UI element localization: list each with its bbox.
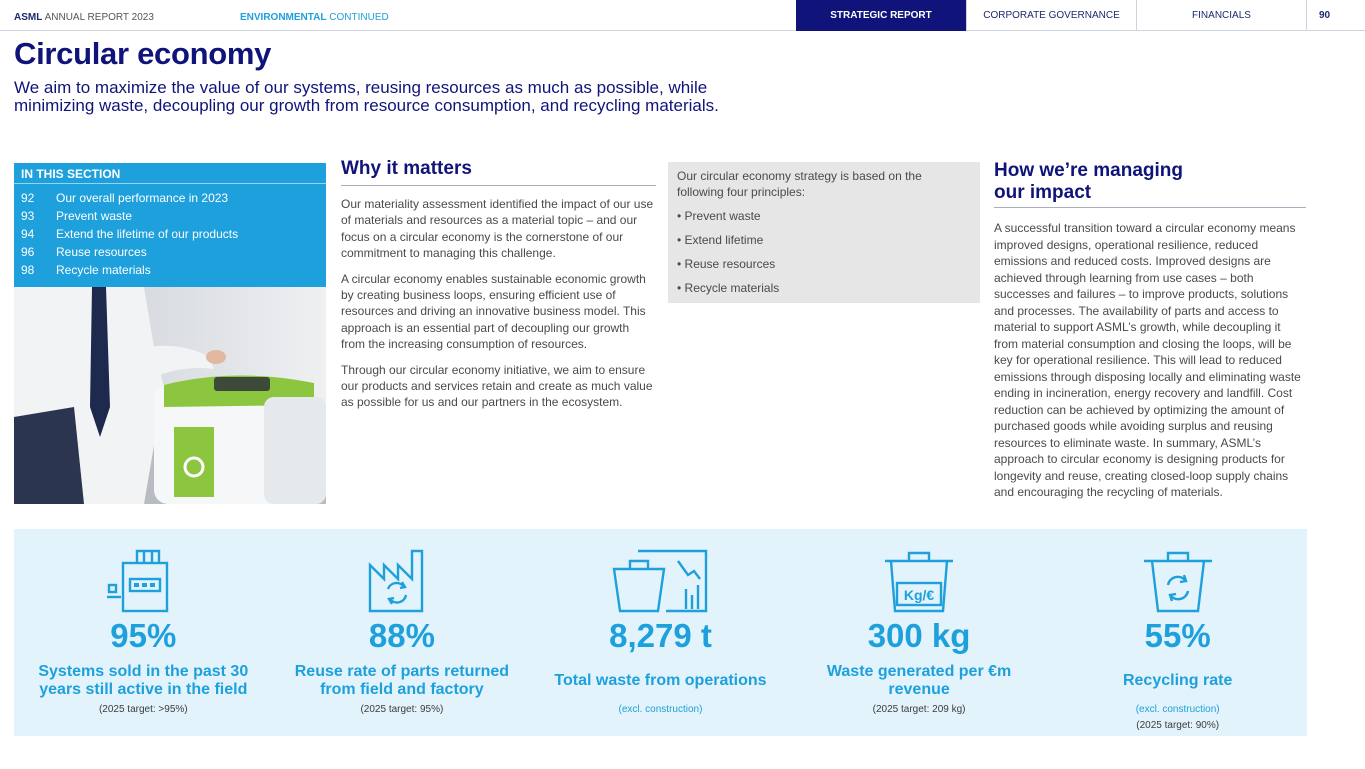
toc-label: Prevent waste	[56, 209, 133, 223]
kpi-band	[14, 529, 1307, 736]
toc-item[interactable]	[21, 261, 319, 279]
kpi-label: Reuse rate of parts returned from field and factory	[294, 663, 510, 698]
report-nav	[796, 0, 1342, 31]
section-name: ENVIRONMENTAL	[240, 12, 327, 23]
tab-strategic-report[interactable]: STRATEGIC REPORT	[796, 0, 966, 31]
page-title: Circular economy	[14, 36, 272, 71]
principle-item: • Extend lifetime	[677, 232, 971, 248]
kpi-recycling-rate	[1048, 529, 1307, 736]
toc-label: Extend the lifetime of our products	[56, 227, 239, 241]
toc-label: Recycle materials	[56, 263, 151, 277]
recycling-bin-photo	[14, 287, 326, 504]
kpi-value: 300 kg	[867, 617, 971, 654]
photo-illustration	[14, 287, 326, 504]
waste-chart-icon	[610, 547, 710, 615]
why-it-matters	[341, 158, 656, 420]
principles-list	[677, 208, 971, 296]
report-name: ANNUAL REPORT 2023	[44, 12, 154, 23]
section-continued: CONTINUED	[329, 12, 389, 23]
kpi-target: (2025 target: 95%)	[360, 704, 444, 715]
kpi-target: (2025 target: 209 kg)	[872, 704, 966, 715]
managing-heading	[994, 160, 1306, 208]
principles-box	[668, 162, 980, 303]
managing-heading-line2: our impact	[994, 182, 1092, 203]
recycle-bin-icon	[1140, 547, 1216, 615]
toc-heading: IN THIS SECTION	[14, 163, 326, 184]
why-paragraph: A circular economy enables sustainable economic growth by creating business loops, ensuring efficient use of resources and driving an innovative business model. This approach is an essential part of decoupling our growth from the increasing consumption of resources.	[341, 271, 646, 352]
kpi-systems-active	[14, 529, 273, 736]
kpi-target: (2025 target: 90%)	[1136, 720, 1220, 731]
in-this-section	[14, 163, 326, 287]
page-number: 90	[1306, 0, 1342, 31]
principle-item: • Reuse resources	[677, 256, 971, 272]
why-paragraph: Through our circular economy initiative, we aim to ensure our products and services retain and create as much value as possible for us and our partners in the ecosystem.	[341, 362, 653, 410]
kpi-value: 8,279 t	[609, 617, 712, 654]
toc-page: 94	[21, 227, 35, 241]
kpi-label: Systems sold in the past 30 years still active in the field	[38, 663, 249, 698]
principle-item: • Recycle materials	[677, 280, 971, 296]
kpi-value: 55%	[1144, 617, 1211, 654]
why-heading: Why it matters	[341, 158, 656, 186]
kpi-target: (2025 target: >95%)	[98, 704, 188, 715]
brand-name: ASML	[14, 12, 43, 23]
kpi-value: 95%	[110, 617, 177, 654]
section-breadcrumb[interactable]	[240, 12, 389, 23]
kg-per-euro-text: Kg/€	[903, 587, 935, 603]
kpi-reuse-rate	[273, 529, 532, 736]
intro-text: We aim to maximize the value of our systems, reusing resources as much as possible, while minimizing waste, decoupling our growth from resource consumption, and recycling materials.	[14, 78, 719, 115]
toc-label: Reuse resources	[56, 245, 147, 259]
why-paragraph: Our materiality assessment identified the impact of our use of materials and resources as a material topic – and our focus on a circular economy is the cornerstone of our commitment to managing this challenge.	[341, 197, 654, 261]
toc-page: 93	[21, 209, 35, 223]
toc-item[interactable]	[21, 207, 319, 225]
toc-item[interactable]	[21, 243, 319, 261]
principles-intro: Our circular economy strategy is based on the following four principles:	[677, 169, 922, 200]
kg-per-euro-icon	[881, 547, 957, 615]
kpi-value: 88%	[368, 617, 435, 654]
report-brand	[14, 12, 154, 23]
principle-item: • Prevent waste	[677, 208, 971, 224]
kpi-note: (excl. construction)	[1135, 704, 1220, 715]
toc-list	[14, 184, 326, 284]
toc-label: Our overall performance in 2023	[56, 191, 229, 205]
kpi-note: (excl. construction)	[618, 704, 703, 715]
toc-page: 92	[21, 191, 35, 205]
toc-page: 96	[21, 245, 35, 259]
machine-icon	[105, 547, 181, 615]
managing-impact	[994, 160, 1306, 510]
kpi-waste-per-revenue	[790, 529, 1049, 736]
top-bar	[0, 0, 1365, 31]
toc-page: 98	[21, 263, 35, 277]
managing-heading-line1: How we’re managing	[994, 160, 1183, 181]
kpi-label: Total waste from operations	[554, 672, 767, 689]
kpi-total-waste	[531, 529, 790, 736]
toc-item[interactable]	[21, 225, 319, 243]
tab-financials[interactable]: FINANCIALS	[1136, 0, 1306, 31]
managing-paragraph: A successful transition toward a circular economy means improved designs, operational resilience, reduced emissions and reduced costs. Improved designs are achieved through learning from use cases – both successes and failures – to improve products, solutions and processes. The availability of parts and access to material to support ASML’s growth, while decoupling it from material consumption and closing the loops, will be key for operational resilience. This will lead to reduced emissions through disposing locally and eliminating waste ending in incineration, energy recovery and landfill. Cost reduction can be achieved by optimizing the amount of purchased goods while avoiding surplus and reusing resources to eliminate waste. In summary, ASML’s approach to circular economy is designing products for longevity and reuse, creating closed-loop supply chains and encouraging the recycling of materials.	[994, 221, 1301, 499]
tab-corporate-governance[interactable]: CORPORATE GOVERNANCE	[966, 0, 1136, 31]
factory-reuse-icon	[364, 547, 440, 615]
toc-item[interactable]	[21, 189, 319, 207]
kpi-label: Waste generated per €m revenue	[826, 663, 1012, 698]
kpi-label: Recycling rate	[1122, 672, 1233, 689]
